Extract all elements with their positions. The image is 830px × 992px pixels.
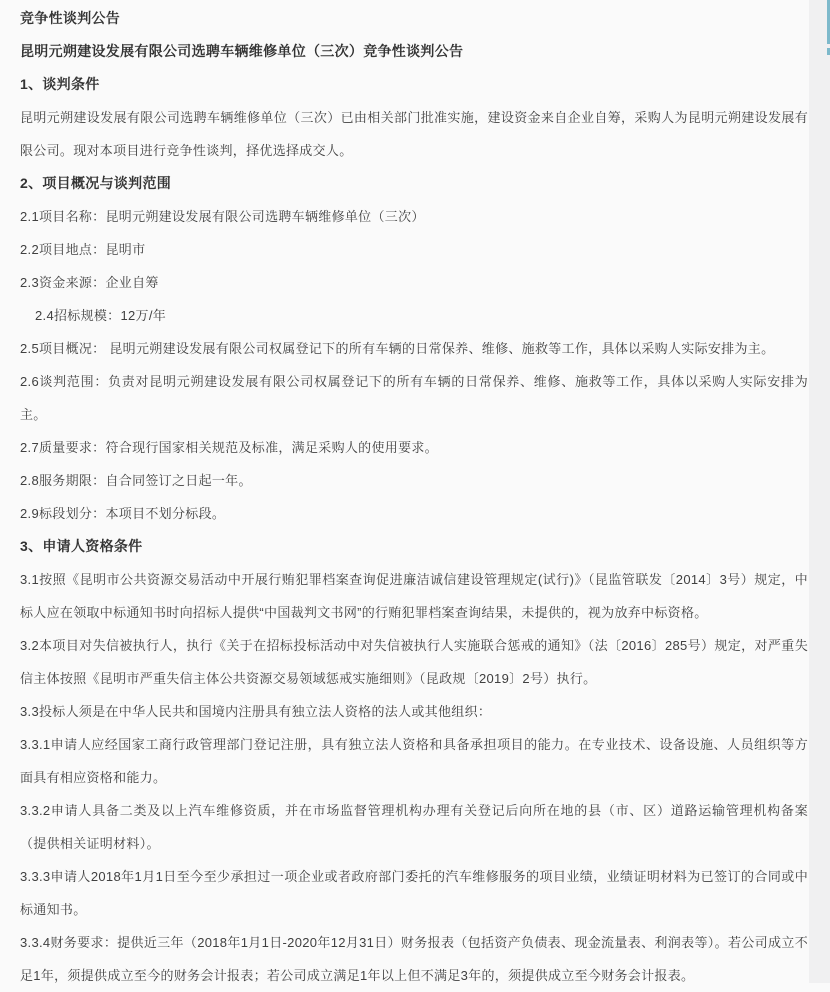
clause-3-3-2: 3.3.2申请人具备二类及以上汽车维修资质，并在市场监督管理机构办理有关登记后向所在地的县（市、区）道路运输管理机构备案（提供相关证明材料）。 xyxy=(20,803,808,851)
doc-title: 竞争性谈判公告 xyxy=(20,10,121,26)
clause-2-3: 2.3资金来源：企业自筹 xyxy=(20,275,159,290)
clause-2-1: 2.1项目名称：昆明元朔建设发展有限公司选聘车辆维修单位（三次） xyxy=(20,209,425,224)
section-1-heading: 1、谈判条件 xyxy=(20,76,100,92)
clause-2-5: 2.5项目概况： 昆明元朔建设发展有限公司权属登记下的所有车辆的日常保养、维修、施救等工作，具体以采购人实际安排为主。 xyxy=(20,341,775,356)
clause-3-2: 3.2本项目对失信被执行人，执行《关于在招标投标活动中对失信被执行人实施联合惩戒的通知》（法〔2016〕285号）规定，对严重失信主体按照《昆明市严重失信主体公共资源交易领域惩戒实施细则》（昆政规〔2019〕2号）执行。 xyxy=(20,638,808,686)
clause-3-3-3: 3.3.3申请人2018年1月1日至今至少承担过一项企业或者政府部门委托的汽车维修服务的项目业绩，业绩证明材料为已签订的合同或中标通知书。 xyxy=(20,869,808,917)
page-right-gutter xyxy=(809,0,830,983)
clause-2-4: 2.4招标规模：12万/年 xyxy=(35,308,167,323)
announcement-body xyxy=(0,2,820,992)
clause-3-3: 3.3投标人须是在中华人民共和国境内注册具有独立法人资格的法人或其他组织： xyxy=(20,704,492,719)
section-2-heading: 2、项目概况与谈判范围 xyxy=(20,175,172,191)
clause-2-7: 2.7质量要求：符合现行国家相关规范及标准，满足采购人的使用要求。 xyxy=(20,440,438,455)
clause-3-1: 3.1按照《昆明市公共资源交易活动中开展行贿犯罪档案查询促进廉洁诚信建设管理规定(试行)》（昆监管联发〔2014〕3号）规定，中标人应在领取中标通知书时向招标人提供“中国裁判文书网”的行贿犯罪档案查询结果，未提供的，视为放弃中标资格。 xyxy=(20,572,808,620)
clause-2-8: 2.8服务期限：自合同签订之日起一年。 xyxy=(20,473,252,488)
section-3-heading: 3、申请人资格条件 xyxy=(20,538,143,554)
clause-2-6: 2.6谈判范围：负责对昆明元朔建设发展有限公司权属登记下的所有车辆的日常保养、维修、施救等工作，具体以采购人实际安排为主。 xyxy=(20,374,808,422)
clause-2-9: 2.9标段划分：本项目不划分标段。 xyxy=(20,506,226,521)
doc-subtitle: 昆明元朔建设发展有限公司选聘车辆维修单位（三次）竞争性谈判公告 xyxy=(20,43,464,59)
clause-3-3-1: 3.3.1申请人应经国家工商行政管理部门登记注册，具有独立法人资格和具备承担项目的能力。在专业技术、设备设施、人员组织等方面具有相应资格和能力。 xyxy=(20,737,808,785)
section-1-body: 昆明元朔建设发展有限公司选聘车辆维修单位（三次）已由相关部门批准实施，建设资金来自企业自筹，采购人为昆明元朔建设发展有限公司。现对本项目进行竞争性谈判，择优选择成交人。 xyxy=(20,110,808,158)
clause-3-3-4: 3.3.4财务要求：提供近三年（2018年1月1日-2020年12月31日）财务报表（包括资产负债表、现金流量表、利润表等）。若公司成立不足1年，须提供成立至今的财务会计报表；若公司成立满足1年以上但不满足3年的，须提供成立至今财务会计报表。 xyxy=(20,935,808,983)
clause-2-2: 2.2项目地点：昆明市 xyxy=(20,242,146,257)
